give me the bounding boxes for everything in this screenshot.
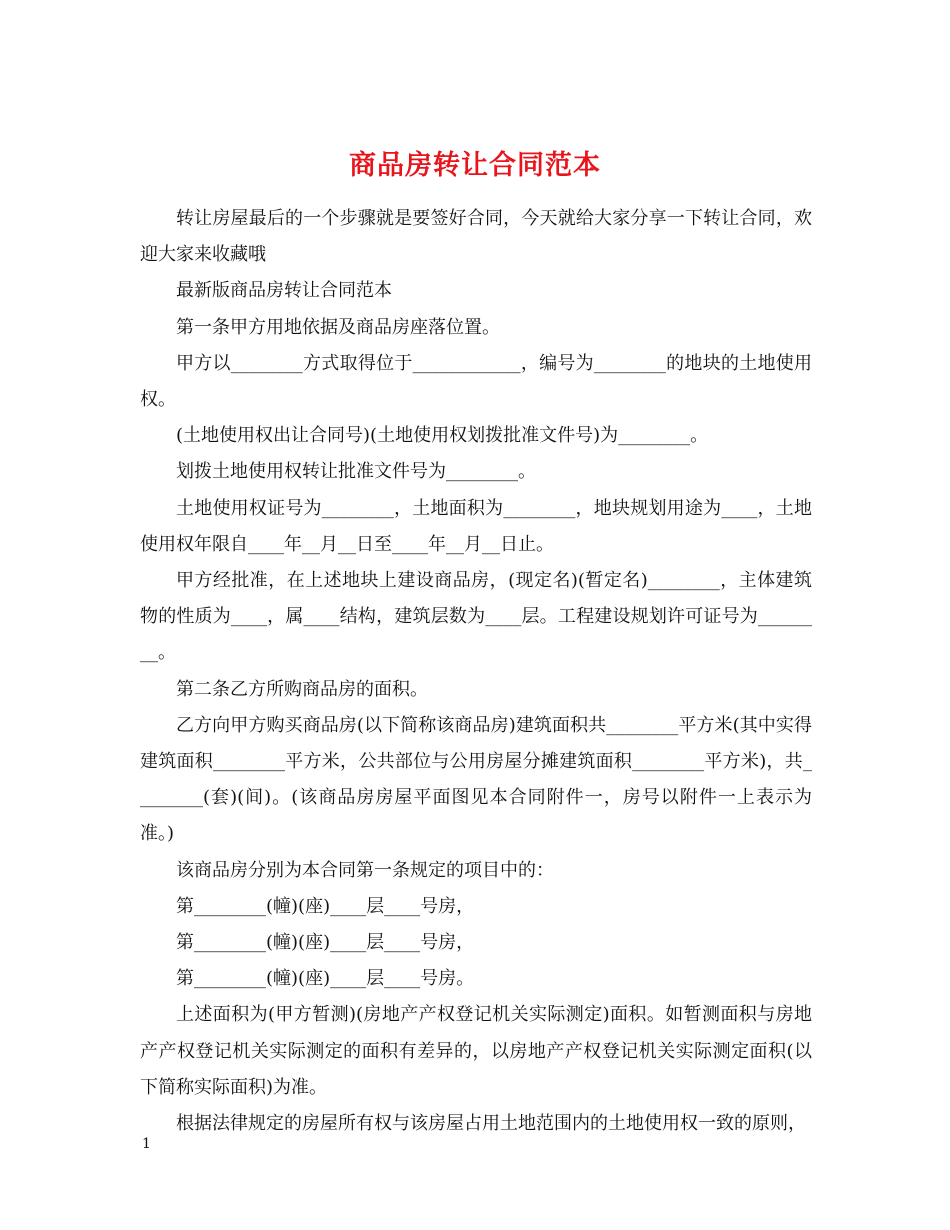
- document-title: 商品房转让合同范本: [349, 150, 601, 182]
- paragraph: 转让房屋最后的一个步骤就是要签好合同，今天就给大家分享一下转让合同，欢迎大家来收藏哦: [140, 208, 812, 266]
- paragraph: (土地使用权出让合同号)(土地使用权划拨批准文件号)为________。: [176, 425, 709, 447]
- paragraph: 甲方以________方式取得位于____________，编号为________的地块的土地使用权。: [140, 352, 812, 411]
- paragraph: 第________(幢)(座)____层____号房，: [176, 895, 475, 917]
- paragraph: 上述面积为(甲方暂测)(房地产产权登记机关实际测定)面积。如暂测面积与房地产产权登记机关实际测定的面积有差异的，以房地产产权登记机关实际测定面积(以下简称实际面积)为准。: [140, 1004, 812, 1098]
- paragraph: 根据法律规定的房屋所有权与该房屋占用土地范围内的土地使用权一致的原则，: [176, 1113, 806, 1135]
- paragraph: 甲方经批准，在上述地块上建设商品房，(现定名)(暂定名)________，主体建筑物的性质为____，属____结构，建筑层数为____层。工程建设规划许可证号为________。: [140, 570, 812, 664]
- page-number: 1: [142, 1136, 151, 1152]
- paragraph: 土地使用权证号为________，土地面积为________，地块规划用途为____，土地使用权年限自____年__月__日至____年__月__日止。: [140, 497, 812, 555]
- paragraph: 第________(幢)(座)____层____号房，: [176, 932, 475, 954]
- paragraph: 第二条乙方所购商品房的面积。: [176, 678, 428, 700]
- paragraph: 该商品房分别为本合同第一条规定的项目中的：: [176, 859, 554, 881]
- paragraph: 最新版商品房转让合同范本: [176, 280, 392, 302]
- paragraph: 第________(幢)(座)____层____号房。: [176, 968, 475, 990]
- paragraph: 乙方向甲方购买商品房(以下简称该商品房)建筑面积共________平方米(其中实得建筑面积________平方米，公共部位与公用房屋分摊建筑面积________平方米)，共________(套)(间)。(该商品房房屋平面图见本合同附件一，房号以附件一上表示为准。): [140, 714, 812, 845]
- paragraph: 划拨土地使用权转让批准文件号为________。: [176, 461, 536, 483]
- paragraph: 第一条甲方用地依据及商品房座落位置。: [176, 316, 500, 338]
- document-body: [140, 201, 812, 1142]
